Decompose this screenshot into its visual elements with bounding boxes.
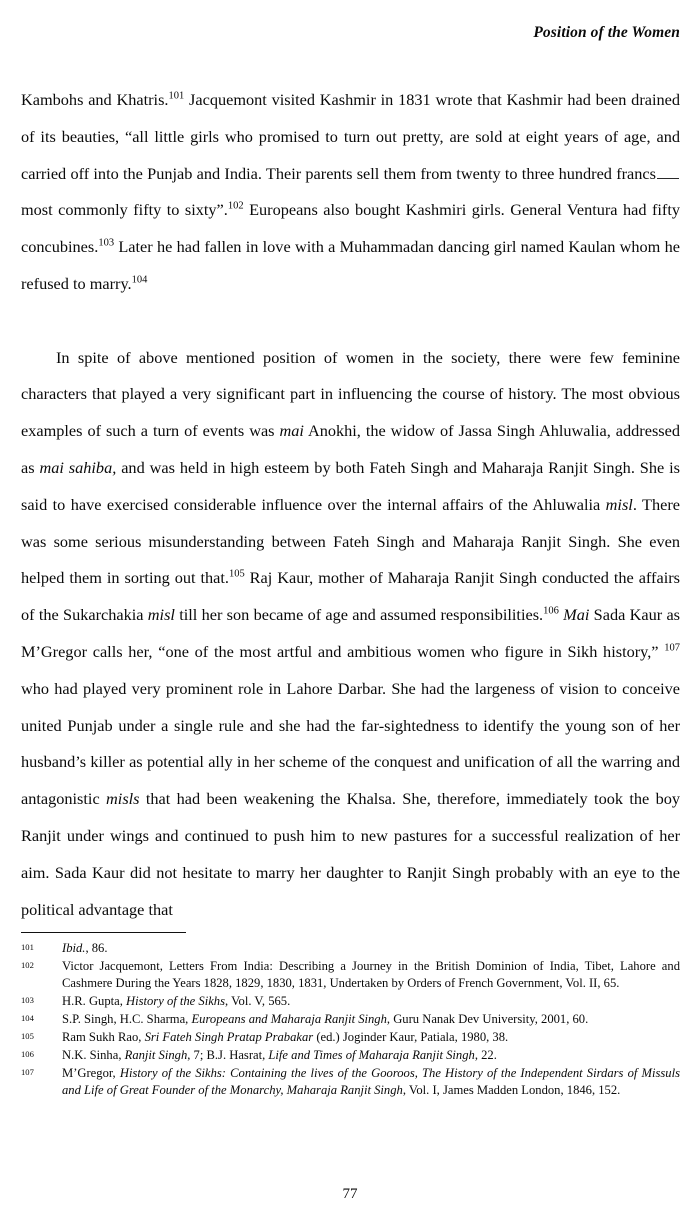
- p1-seg-2: Jacquemont visited Kashmir in 1831 wrote that Kashmir had been drained of its beauties, “all little girls who promised to turn out pretty, are sold at eight years of age, and carried off into the Punjab and India. Their parents sell them from twenty to three hundred francs: [21, 90, 680, 183]
- footnote-pre: N.K. Sinha,: [62, 1047, 125, 1062]
- footnote-post: , Guru Nanak Dev University, 2001, 60.: [386, 1012, 589, 1027]
- p2-italic-misl-1: misl: [605, 494, 633, 514]
- footnote-post: , Vol. I, James Madden London, 1846, 152.: [402, 1083, 621, 1098]
- footnote-italic-title: Ranjit Singh: [124, 1047, 188, 1062]
- footnote-pre: S.P. Singh, H.C. Sharma,: [62, 1012, 192, 1027]
- footnote-105: [21, 1029, 680, 1046]
- footnote-text: [62, 1047, 680, 1064]
- footnotes-section: [21, 932, 680, 1100]
- p1-seg-3: most commonly fifty to sixty”.: [21, 200, 228, 220]
- p2-seg-2: Anokhi, the widow of Jassa Singh Ahluwalia, addressed as: [21, 421, 680, 477]
- footnote-text: [62, 1029, 680, 1046]
- footnote-pre: H.R. Gupta,: [62, 994, 127, 1009]
- p1-seg-1: Kambohs and Khatris.: [21, 90, 169, 109]
- p2-seg-9: that had been weakening the Khalsa. She, therefore, immediately took the boy Ranjit under wings and continued to push him to new pastures for a successful realization of her aim. Sada Kaur did not hesitate to marry her daughter to Ranjit Singh probably with an eye to the political advantage that: [21, 789, 680, 919]
- footnote-rest: , 86.: [85, 941, 108, 955]
- paragraph-1: [21, 82, 680, 303]
- p2-italic-mai: mai: [279, 421, 304, 441]
- p2-italic-misls: misls: [106, 789, 140, 809]
- footnote-pre: Ram Sukh Rao,: [62, 1030, 145, 1045]
- footnote-number: 107: [21, 1066, 34, 1077]
- p2-seg-8: who had played very prominent role in Lahore Darbar. She had the largeness of vision to conceive united Punjab under a single rule and she had the far-sightedness to identify the young son of her husband’s killer as potential ally in her scheme of the conquest and unification of all the warring and antagonistic: [21, 678, 680, 809]
- page-number: 77: [342, 1186, 358, 1202]
- footnote-italic-title: Ibid.: [62, 941, 86, 955]
- running-head: Position of the Women: [533, 24, 680, 41]
- body-text-column: [21, 82, 680, 928]
- footnote-separator-rule: [21, 932, 186, 933]
- footnote-text: [62, 940, 680, 957]
- footnote-ref-102[interactable]: 102: [227, 200, 244, 212]
- footnote-post: , Vol. V, 565.: [225, 994, 291, 1009]
- footnote-post: (ed.) Joginder Kaur, Patiala, 1980, 38.: [313, 1030, 509, 1045]
- footnote-number: 105: [21, 1031, 34, 1042]
- footnote-pre: M’Gregor,: [62, 1065, 120, 1080]
- p1-seg-4: Europeans also bought Kashmiri girls. General Ventura had fifty concubines.: [21, 200, 680, 257]
- footnote-103: [21, 993, 680, 1010]
- footnote-ref-104[interactable]: 104: [131, 274, 148, 286]
- footnote-mid: , 7; B.J. Hasrat,: [187, 1047, 269, 1062]
- p2-seg-6: till her son became of age and assumed responsibilities.: [174, 605, 544, 625]
- footnote-text: [62, 1011, 680, 1028]
- footnote-number: 102: [21, 959, 34, 970]
- footnote-number: 104: [21, 1013, 34, 1024]
- footnote-106: [21, 1047, 680, 1064]
- paragraph-2: [21, 340, 680, 929]
- p2-italic-mai-sahiba: mai sahiba,: [39, 457, 117, 477]
- footnote-104: [21, 1011, 680, 1028]
- footnote-text: [62, 1065, 680, 1100]
- footnote-number: 106: [21, 1048, 34, 1059]
- footnote-italic-title: Sri Fateh Singh Pratap Prabakar: [144, 1030, 314, 1045]
- p2-seg-3: and was held in high esteem by both Fateh Singh and Maharaja Ranjit Singh. She is said to have exercised considerable influence over the internal affairs of the Ahluwalia: [21, 457, 680, 514]
- p2-seg-7: Sada Kaur as M’Gregor calls her, “one of the most artful and ambitious women who figure in Sikh history,”: [21, 605, 681, 661]
- p2-seg-1: In spite of above mentioned position of women in the society, there were few feminine characters that played a very significant part in influencing the course of history. The most obvious examples of such a turn of events was: [21, 347, 680, 441]
- footnote-ref-101[interactable]: 101: [168, 90, 185, 102]
- footnote-text: Victor Jacquemont, Letters From India: Describing a Journey in the British Dominion of India, Tibet, Lahore and Cashmere During the Years 1828, 1829, 1830, 1831, Undertaken by Orders of French Government, Vol. II, 65.: [62, 958, 680, 991]
- footnote-text: [62, 993, 680, 1010]
- footnote-italic-title-2: Life and Times of Maharaja Ranjit Singh: [268, 1047, 475, 1062]
- footnote-italic-title: Europeans and Maharaja Ranjit Singh: [191, 1012, 387, 1027]
- footnote-italic-title: History of the Sikhs: [126, 994, 226, 1009]
- footnote-ref-103[interactable]: 103: [98, 237, 115, 249]
- p2-seg-5: Raj Kaur, mother of Maharaja Ranjit Singh conducted the affairs of the Sukarchakia: [21, 568, 680, 625]
- p2-italic-misl-2: misl: [147, 605, 175, 625]
- footnote-102: [21, 958, 680, 993]
- redaction-blank: [657, 164, 679, 178]
- footnote-ref-107[interactable]: 107: [664, 642, 680, 654]
- footnote-ref-106[interactable]: 106: [543, 605, 559, 617]
- footnote-number: 101: [21, 942, 34, 952]
- footnote-ref-105[interactable]: 105: [228, 568, 245, 580]
- p1-seg-5: Later he had fallen in love with a Muhammadan dancing girl named Kaulan whom he refused to marry.: [21, 237, 680, 293]
- p2-seg-4: . There was some serious misunderstanding between Fateh Singh and Maharaja Ranjit Singh. She even helped them in sorting out that.: [21, 494, 680, 588]
- footnote-107: [21, 1065, 680, 1100]
- footnote-post: , 22.: [474, 1047, 497, 1062]
- footnote-number: 103: [21, 995, 34, 1006]
- footnote-italic-title: History of the Sikhs: Containing the lives of the Gooroos, The History of the Independent Sirdars of Missuls and Life of Great Founder of the Monarchy, Maharaja Ranjit Singh: [62, 1065, 680, 1098]
- p2-italic-mai-cap: Mai: [558, 605, 590, 625]
- footnote-101: [21, 940, 680, 957]
